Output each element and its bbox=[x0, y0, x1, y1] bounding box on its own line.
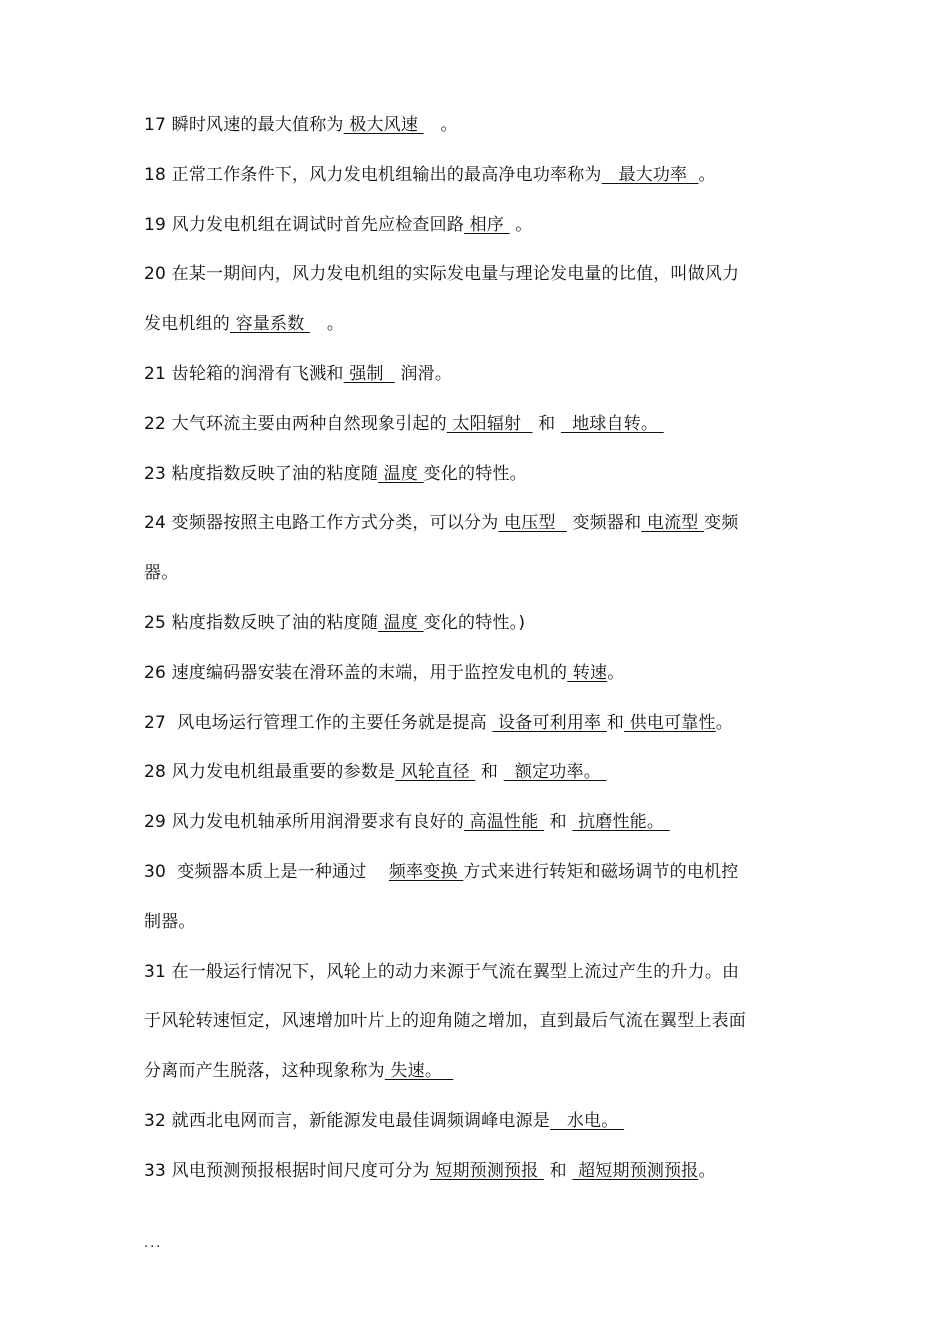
question-text: 于风轮转速恒定，风速增加叶片上的迎角随之增加，直到最后气流在翼型上表面 bbox=[144, 1011, 746, 1031]
question-text: 22 大气环流主要由两种自然现象引起的 bbox=[144, 414, 447, 434]
question-text: 变化的特性。 bbox=[423, 464, 527, 484]
answer-blank: 容量系数 bbox=[230, 314, 311, 334]
question-text: 26 速度编码器安装在滑环盖的末端，用于监控发电机的 bbox=[144, 663, 568, 683]
text-line bbox=[144, 810, 824, 834]
text-line bbox=[144, 960, 824, 984]
question-text: 。 bbox=[607, 663, 625, 683]
answer-blank: 温度 bbox=[378, 613, 424, 633]
text-line bbox=[144, 113, 824, 137]
answer-blank: 设备可利用率 bbox=[492, 713, 607, 733]
answer-blank: 短期预测预报 bbox=[429, 1161, 545, 1181]
text-line bbox=[144, 661, 824, 685]
answer-blank: 额定功率。 bbox=[503, 762, 607, 782]
question-text: 器。 bbox=[144, 563, 179, 583]
answer-blank: 强制 bbox=[343, 364, 395, 384]
question-text: 。 bbox=[698, 165, 716, 185]
question-text: 变频器和 bbox=[566, 513, 642, 533]
answer-blank: 风轮直径 bbox=[395, 762, 476, 782]
question-text: 21 齿轮箱的润滑有飞溅和 bbox=[144, 364, 344, 384]
answer-blank: 频率变换 bbox=[388, 862, 464, 882]
answer-blank: 高温性能 bbox=[464, 812, 545, 832]
text-line bbox=[144, 362, 824, 386]
question-text: 和 bbox=[544, 1161, 573, 1181]
text-line bbox=[144, 412, 824, 436]
answer-blank: 极大风速 bbox=[343, 115, 424, 135]
text-line bbox=[144, 213, 824, 237]
answer-blank: 温度 bbox=[378, 464, 424, 484]
question-text: 25 粘度指数反映了油的粘度随 bbox=[144, 613, 379, 633]
question-text: 18 正常工作条件下，风力发电机组输出的最高净电功率称为 bbox=[144, 165, 602, 185]
question-text: 和 bbox=[532, 414, 561, 434]
question-text: 。 bbox=[715, 713, 733, 733]
question-text: 。 bbox=[509, 215, 533, 235]
text-line bbox=[144, 312, 824, 336]
text-line bbox=[144, 860, 824, 884]
text-line bbox=[144, 910, 824, 934]
question-text: 20 在某一期间内，风力发电机组的实际发电量与理论发电量的比值，叫做风力 bbox=[144, 264, 740, 284]
question-text: 33 风电预测预报根据时间尺度可分为 bbox=[144, 1161, 430, 1181]
answer-blank: 电流型 bbox=[641, 513, 705, 533]
text-line bbox=[144, 462, 824, 486]
question-text: 32 就西北电网而言，新能源发电最佳调频调峰电源是 bbox=[144, 1111, 551, 1131]
text-line bbox=[144, 511, 824, 535]
text-line bbox=[144, 1159, 824, 1183]
answer-blank: 地球自转。 bbox=[560, 414, 664, 434]
question-text: 23 粘度指数反映了油的粘度随 bbox=[144, 464, 379, 484]
text-line bbox=[144, 1109, 824, 1133]
question-text: 和 bbox=[475, 762, 504, 782]
answer-blank: 超短期预测预报 bbox=[572, 1161, 699, 1181]
question-text: 27 风电场运行管理工作的主要任务就是提高 bbox=[144, 713, 493, 733]
text-line bbox=[144, 760, 824, 784]
answer-blank: 供电可靠性 bbox=[624, 713, 716, 733]
text-line bbox=[144, 1059, 824, 1083]
answer-blank: 水电。 bbox=[550, 1111, 625, 1131]
question-text: 发电机组的 bbox=[144, 314, 230, 334]
answer-blank: 抗磨性能。 bbox=[572, 812, 670, 832]
text-line bbox=[144, 711, 824, 735]
question-text: 30 变频器本质上是一种通过 bbox=[144, 862, 389, 882]
answer-blank: 相序 bbox=[464, 215, 510, 235]
question-text: 31 在一般运行情况下，风轮上的动力来源于气流在翼型上流过产生的升力。由 bbox=[144, 962, 740, 982]
question-text: 变化的特性。) bbox=[423, 613, 526, 633]
question-text: 分离而产生脱落，这种现象称为 bbox=[144, 1061, 385, 1081]
text-line bbox=[144, 561, 824, 585]
question-text: 29 风力发电机轴承所用润滑要求有良好的 bbox=[144, 812, 465, 832]
question-text: 和 bbox=[544, 812, 573, 832]
question-text: 24 变频器按照主电路工作方式分类，可以分为 bbox=[144, 513, 499, 533]
question-text: 。 bbox=[698, 1161, 716, 1181]
ellipsis-marker: ... bbox=[144, 1236, 163, 1251]
text-line bbox=[144, 611, 824, 635]
question-text: 19 风力发电机组在调试时首先应检查回路 bbox=[144, 215, 465, 235]
text-line bbox=[144, 1009, 824, 1033]
question-text: 28 风力发电机组最重要的参数是 bbox=[144, 762, 396, 782]
text-line bbox=[144, 163, 824, 187]
answer-blank: 电压型 bbox=[498, 513, 567, 533]
question-text: 变频 bbox=[704, 513, 739, 533]
question-text: 。 bbox=[423, 115, 458, 135]
question-text: 和 bbox=[606, 713, 625, 733]
question-text: 。 bbox=[310, 314, 345, 334]
answer-blank: 失速。 bbox=[384, 1061, 454, 1081]
question-text: 方式来进行转矩和磁场调节的电机控 bbox=[463, 862, 739, 882]
question-text: 制器。 bbox=[144, 912, 196, 932]
answer-blank: 最大功率 bbox=[601, 165, 699, 185]
question-text: 17 瞬时风速的最大值称为 bbox=[144, 115, 344, 135]
question-text: 润滑。 bbox=[394, 364, 453, 384]
answer-blank: 转速 bbox=[567, 663, 608, 683]
text-line bbox=[144, 262, 824, 286]
answer-blank: 太阳辐射 bbox=[446, 414, 533, 434]
